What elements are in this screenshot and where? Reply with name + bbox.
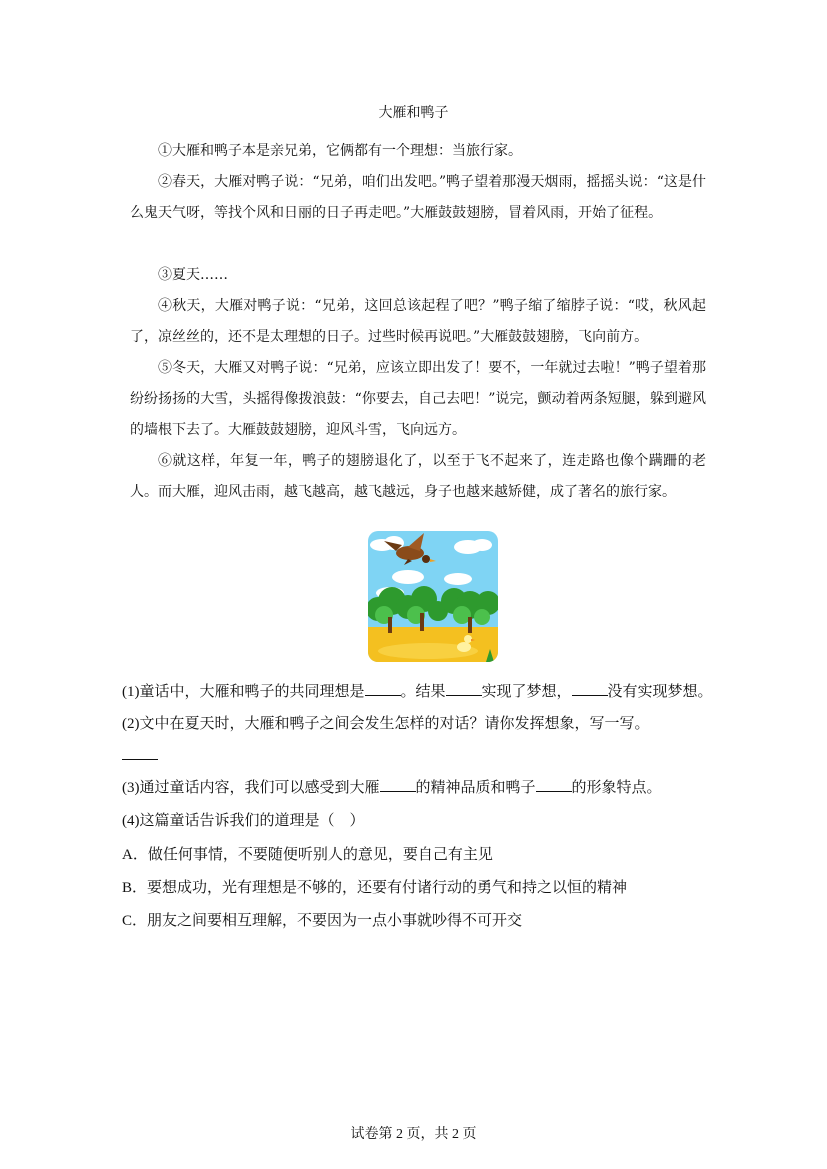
answer-blank-5[interactable] [380, 777, 416, 792]
question-1-text-c: 实现了梦想， [481, 684, 572, 700]
question-1 [122, 681, 722, 702]
question-3-text-c: 的形象特点。 [571, 780, 662, 796]
option-b[interactable]: B．要想成功，光有理想是不够的，还要有付诸行动的勇气和持之以恒的精神 [122, 880, 628, 896]
answer-blank-6[interactable] [536, 777, 572, 792]
paragraph-5: ⑤冬天，大雁又对鸭子说：“兄弟，应该立即出发了！要不，一年就过去啦！”鸭子望着那纷纷扬扬的大雪，头摇得像拨浪鼓：“你要去，自己去吧！”说完，颤动着两条短腿，躲到避风的墙根下去了。大雁鼓鼓翅膀，迎风斗雪，飞向远方。 [130, 360, 706, 438]
paragraph-4: ④秋天，大雁对鸭子说：“兄弟，这回总该起程了吧？”鸭子缩了缩脖子说：“哎，秋风起了，凉丝丝的，还不是太理想的日子。过些时候再说吧。”大雁鼓鼓翅膀，飞向前方。 [130, 298, 706, 345]
paragraph-3: ③夏天…… [158, 267, 228, 283]
question-1-text-a: (1)童话中，大雁和鸭子的共同理想是 [122, 684, 365, 700]
question-3-text-b: 的精神品质和鸭子 [415, 780, 536, 796]
paragraph-2: ②春天，大雁对鸭子说：“兄弟，咱们出发吧。”鸭子望着那漫天烟雨，摇摇头说：“这是什么鬼天气呀，等找个风和日丽的日子再走吧。”大雁鼓鼓翅膀，冒着风雨，开始了征程。 [130, 174, 706, 221]
question-1-text-d: 没有实现梦想。 [607, 684, 713, 700]
story-illustration [368, 531, 498, 662]
paragraph-6: ⑥就这样，年复一年，鸭子的翅膀退化了，以至于飞不起来了，连走路也像个蹒跚的老人。而大雁，迎风击雨，越飞越高，越飞越远，身子也越来越矫健，成了著名的旅行家。 [130, 453, 706, 500]
paragraph-1: ①大雁和鸭子本是亲兄弟，它俩都有一个理想：当旅行家。 [158, 143, 522, 159]
answer-blank-1[interactable] [365, 681, 401, 696]
question-3 [122, 777, 722, 798]
answer-blank-3[interactable] [572, 681, 608, 696]
option-a[interactable]: A．做任何事情，不要随便听别人的意见，要自己有主见 [122, 847, 493, 863]
answer-blank-4[interactable] [122, 759, 158, 760]
question-1-text-b: 。结果 [400, 684, 446, 700]
question-3-text-a: (3)通过童话内容，我们可以感受到大雁 [122, 780, 380, 796]
answer-blank-2[interactable] [446, 681, 482, 696]
story-title: 大雁和鸭子 [378, 105, 449, 121]
question-4: (4)这篇童话告诉我们的道理是（ ） [122, 813, 365, 829]
question-2: (2)文中在夏天时，大雁和鸭子之间会发生怎样的对话？请你发挥想象，写一写。 [122, 716, 650, 732]
option-c[interactable]: C．朋友之间要相互理解，不要因为一点小事就吵得不可开交 [122, 913, 523, 929]
page-footer: 试卷第 2 页，共 2 页 [350, 1127, 477, 1142]
